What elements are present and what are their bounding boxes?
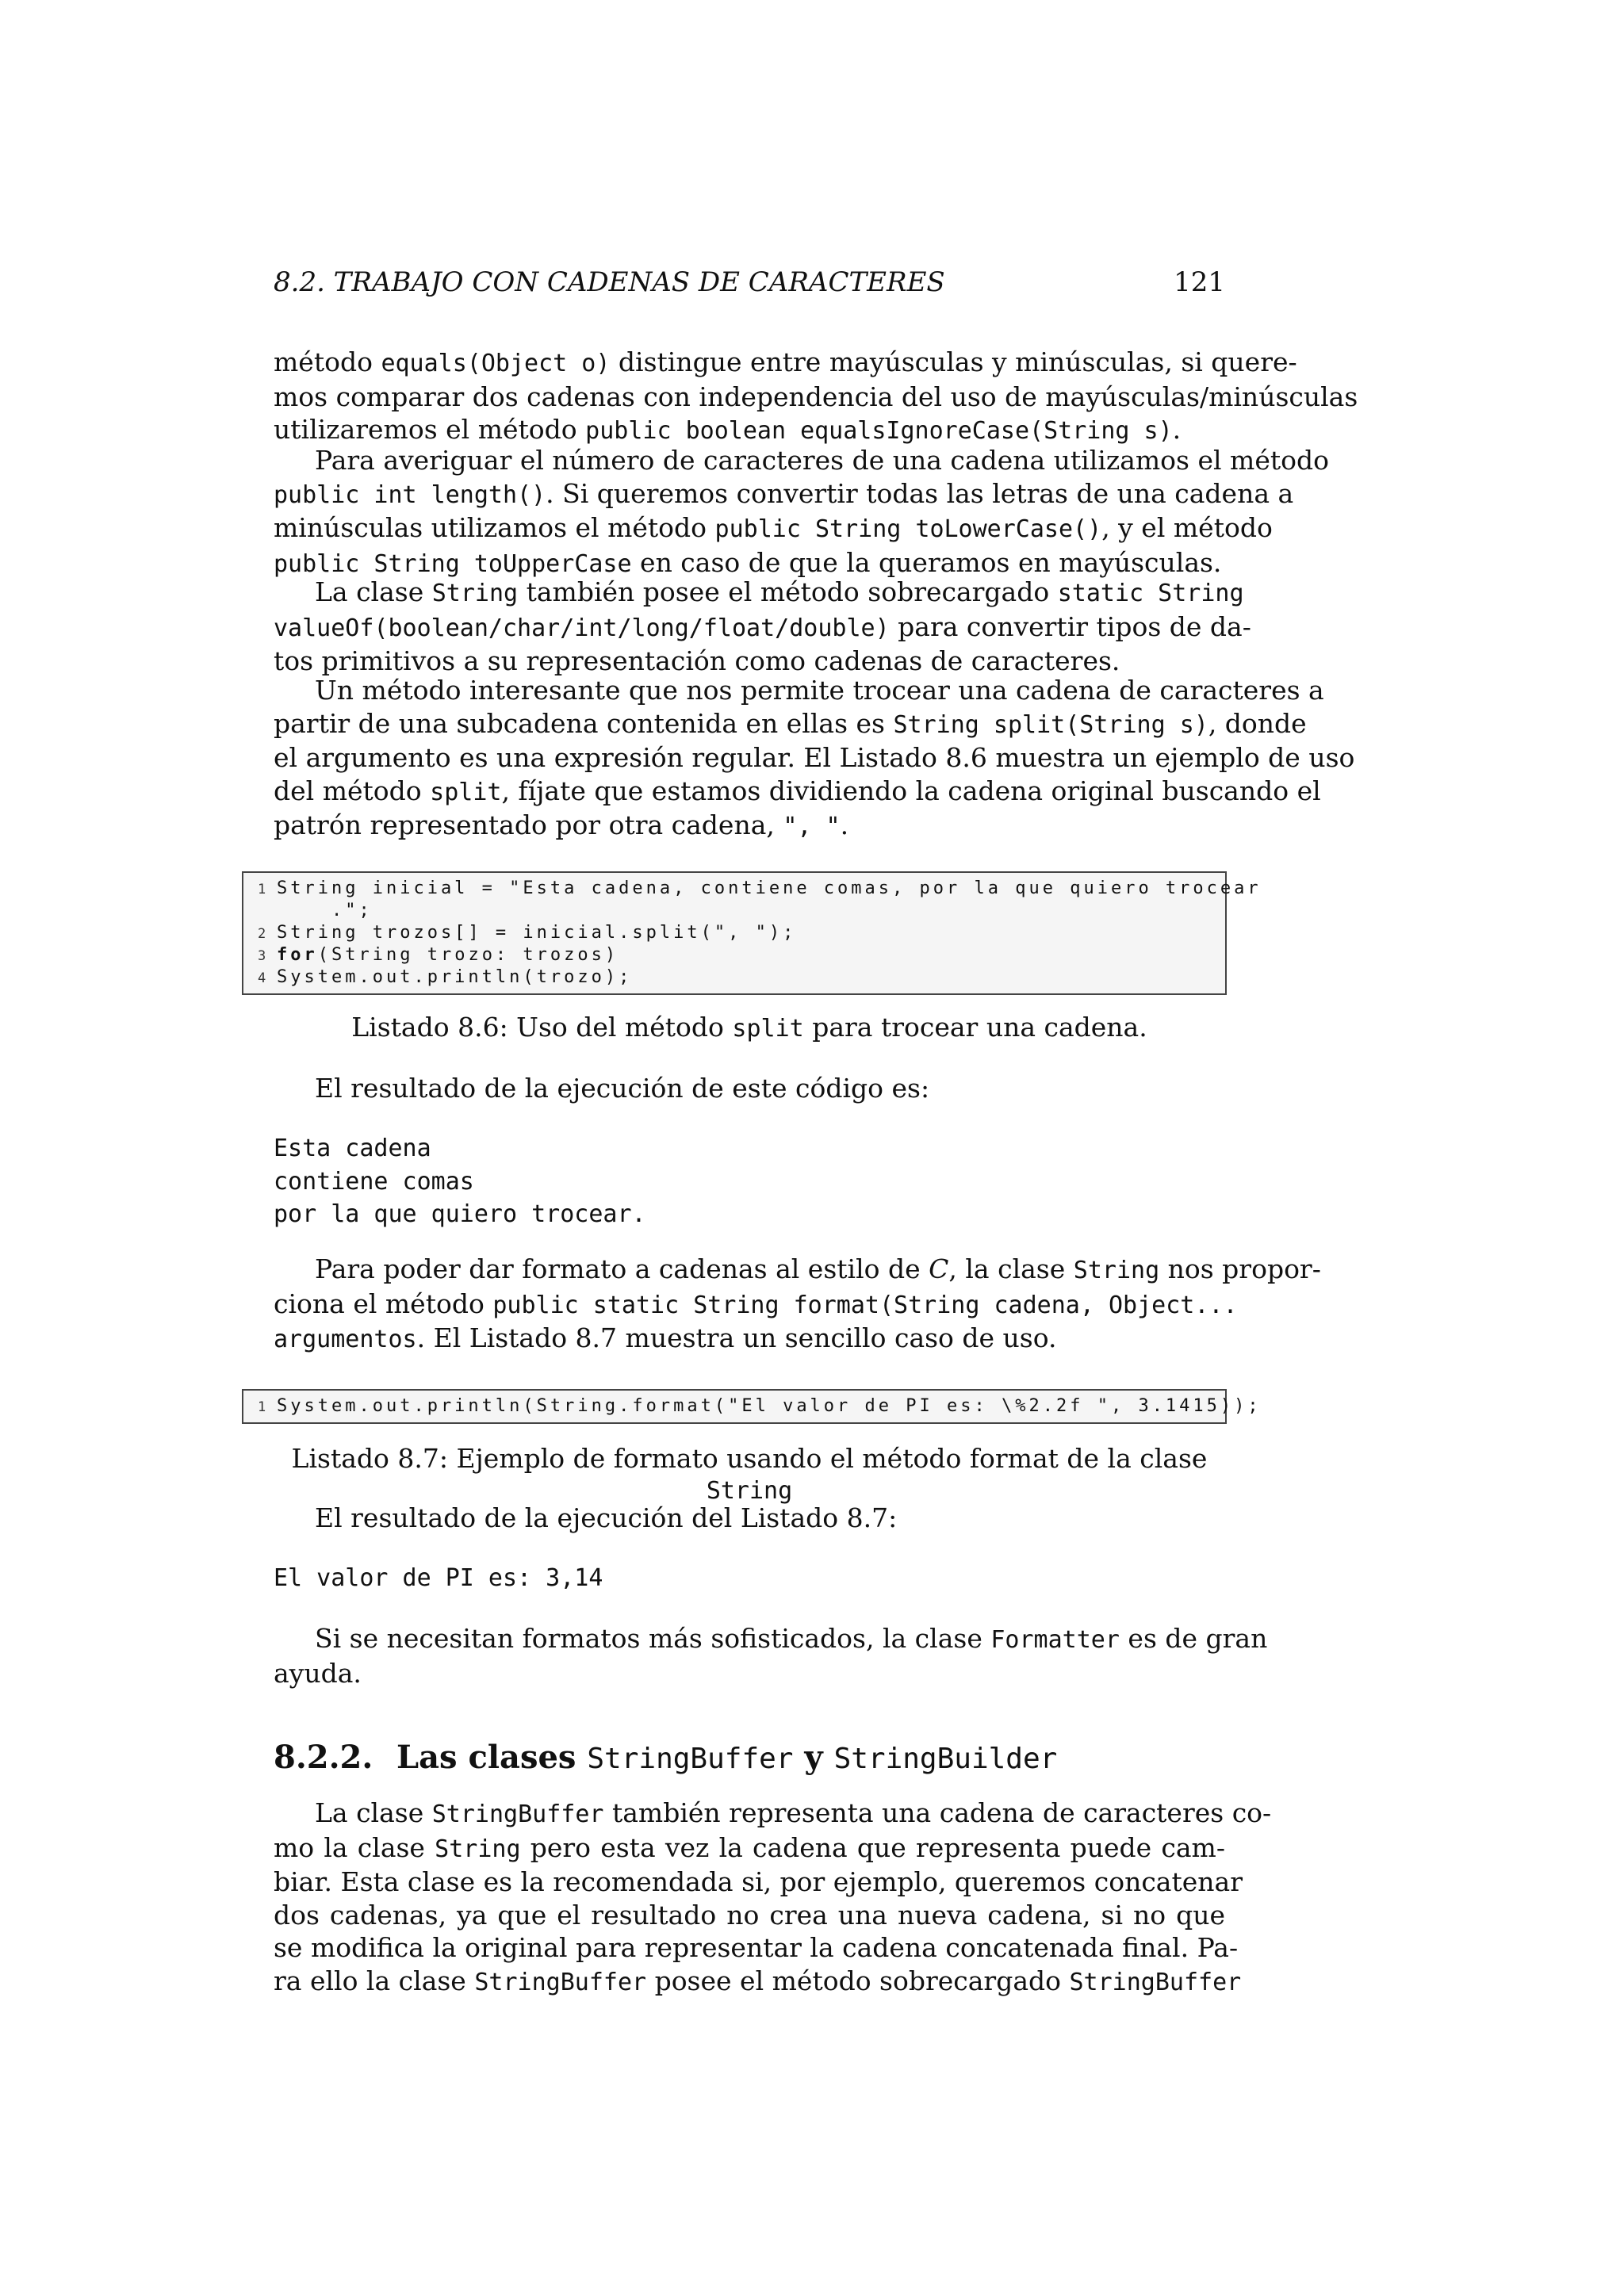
code-listing-split: [242, 871, 1262, 995]
text-line: argumentos. El Listado 8.7 muestra un sencillo caso de uso.: [274, 1322, 1057, 1353]
code-line: 1 System.out.println(String.format("El valor de PI es: \%2.2f ", 3.1415));: [258, 1396, 1262, 1416]
section-number: 8.2.2.: [274, 1739, 373, 1776]
text-line: Para averiguar el número de caracteres de una cadena utilizamos el método: [315, 445, 1329, 476]
text-line: se modifica la original para representar la cadena concatenada final. Pa-: [274, 1932, 1239, 1963]
text-line: minúsculas utilizamos el método public String toLowerCase(), y el método: [274, 512, 1273, 543]
text-line: Para poder dar formato a cadenas al estilo de C, la clase String nos propor-: [315, 1253, 1321, 1284]
text-line: mo la clase String pero esta vez la cadena que representa puede cam-: [274, 1831, 1225, 1863]
listing-caption-8-6: Listado 8.6: Uso del método split para trocear una cadena.: [351, 1012, 1147, 1043]
paragraph-equals: [274, 346, 1358, 448]
text-line: ayuda.: [274, 1657, 362, 1689]
text-line: mos comparar dos cadenas con independencia del uso de mayúsculas/minúsculas: [274, 381, 1358, 412]
text-line: valueOf(boolean/char/int/long/float/double) para convertir tipos de da-: [274, 610, 1251, 642]
text-line: el argumento es una expresión regular. El Listado 8.6 muestra un ejemplo de uso: [274, 742, 1355, 773]
code-listing-format: [242, 1389, 1262, 1424]
page-number: 121: [1174, 266, 1225, 298]
text-line: public int length(). Si queremos convertir todas las letras de una cadena a: [274, 477, 1294, 509]
running-header: [274, 266, 1225, 306]
text-line: La clase String también posee el método sobrecargado static String: [315, 576, 1244, 607]
code-line-wrap: .";: [277, 901, 373, 920]
listing-caption-8-7: Listado 8.7: Ejemplo de formato usando el método format de la clase String: [291, 1443, 1208, 1505]
text-line: tos primitivos a su representación como cadenas de caracteres.: [274, 645, 1120, 676]
text-line: public String toUpperCase en caso de que la queramos en mayúsculas.: [274, 546, 1222, 578]
text-line: método equals(Object o) distingue entre mayúsculas y minúsculas, si quere-: [274, 346, 1297, 377]
text-line: ra ello la clase StringBuffer posee el método sobrecargado StringBuffer: [274, 1965, 1242, 1996]
paragraph-formatter: [274, 1622, 1268, 1689]
paragraph-valueof: [274, 576, 1251, 678]
paragraph-format: [274, 1253, 1321, 1357]
text-line: Si se necesitan formatos más sofisticados, la clase Formatter es de gran: [315, 1623, 1268, 1654]
text-line: utilizaremos el método public boolean equalsIgnoreCase(String s).: [274, 414, 1182, 445]
section-heading: 8.2.2. Las clases StringBuffer y StringBuilder: [274, 1739, 1058, 1776]
header-title: 8.2. TRABAJO CON CADENAS DE CARACTERES: [274, 266, 945, 298]
paragraph-split: [274, 674, 1355, 844]
program-output-1: Esta cadena contiene comas por la que quiero trocear.: [274, 1135, 646, 1228]
text-line: partir de una subcadena contenida en ellas es String split(String s), donde: [274, 707, 1307, 739]
result-intro-2: El resultado de la ejecución del Listado 8.7:: [315, 1502, 898, 1533]
code-line: 4 System.out.println(trozo);: [258, 967, 633, 987]
text-line: del método split, fíjate que estamos dividiendo la cadena original buscando el: [274, 775, 1321, 806]
code-line: 1 String inicial = "Esta cadena, contiene comas, por la que quiero trocear: [258, 878, 1262, 898]
result-intro-1: El resultado de la ejecución de este código es:: [315, 1073, 930, 1104]
text-line: ciona el método public static String format(String cadena, Object...: [274, 1288, 1238, 1319]
text-line: La clase StringBuffer también representa una cadena de caracteres co-: [315, 1797, 1272, 1828]
text-line: Un método interesante que nos permite trocear una cadena de caracteres a: [315, 675, 1324, 706]
text-line: biar. Esta clase es la recomendada si, por ejemplo, queremos concatenar: [274, 1866, 1243, 1897]
code-line: 2 String trozos[] = inicial.split(", ");: [258, 923, 797, 943]
text-line: dos cadenas, ya que el resultado no crea una nueva cadena, si no que: [274, 1899, 1225, 1931]
program-output-2: El valor de PI es: 3,14: [274, 1564, 603, 1592]
paragraph-stringbuffer: [274, 1797, 1272, 1999]
text-line: patrón representado por otra cadena, ", ".: [274, 809, 849, 840]
paragraph-length: [274, 444, 1329, 580]
code-line: 3 for(String trozo: trozos): [258, 945, 619, 965]
